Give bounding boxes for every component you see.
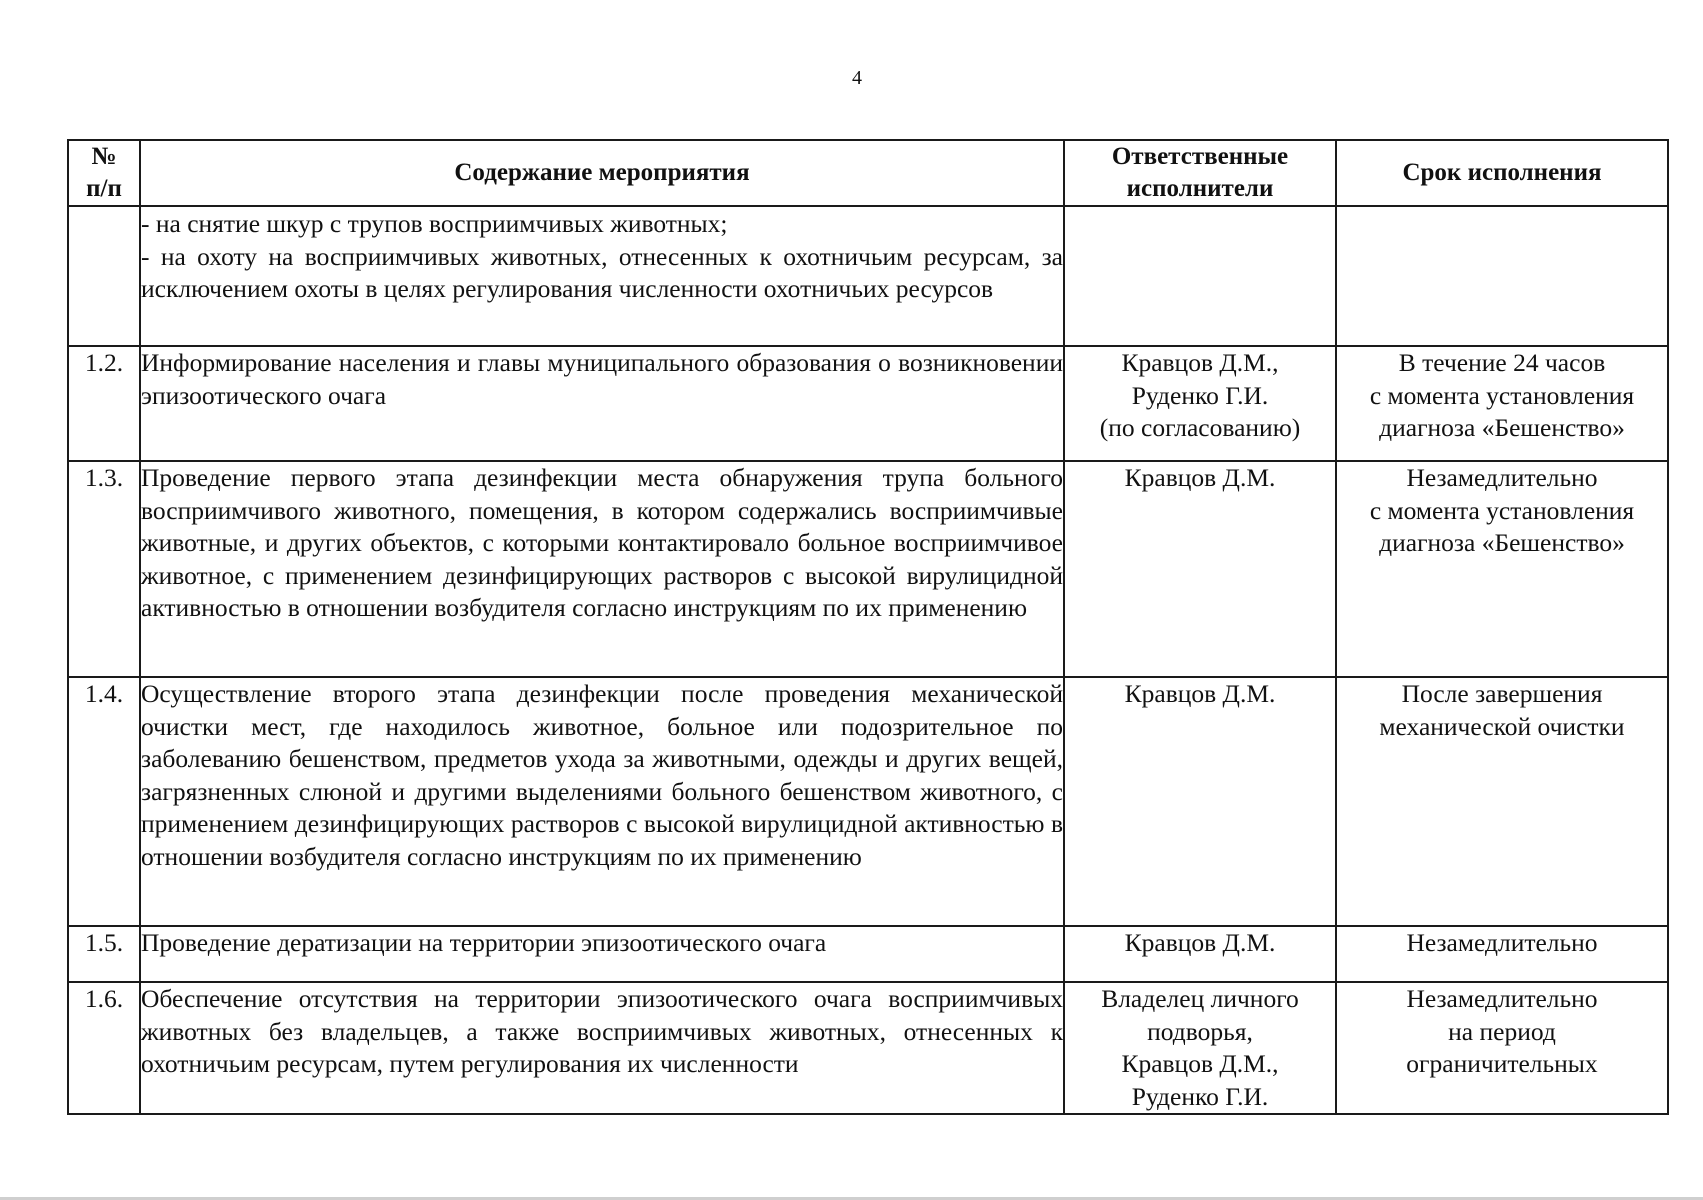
header-term: Срок исполнения [1336,140,1668,206]
row-term: Незамедлительно [1336,926,1668,982]
measures-table [67,139,1669,1115]
row-term: В течение 24 часов с момента установления диагноза «Бешенство» [1336,346,1668,461]
row-num: 1.6. [68,982,140,1114]
row-term: Незамедлительно с момента установления диагноза «Бешенство» [1336,461,1668,677]
row-responsible: Кравцов Д.М. [1064,677,1336,926]
header-content: Содержание мероприятия [140,140,1064,206]
table-header [68,140,1668,206]
row-responsible: Кравцов Д.М., Руденко Г.И. (по согласованию) [1064,346,1336,461]
content-line-skins: - на снятие шкур с трупов восприимчивых животных; [141,209,728,238]
row-content: Проведение дератизации на территории эпизоотического очага [140,926,1064,982]
row-num: 1.5. [68,926,140,982]
table-row [68,926,1668,982]
row-responsible: Кравцов Д.М. [1064,926,1336,982]
table-row [68,206,1668,346]
content-line-hunting: - на охоту на восприимчивых животных, отнесенных к охотничьим ресурсам, за исключением охоты в целях регулирования численности охотничьих ресурсов [141,241,1063,304]
table-row [68,346,1668,461]
header-num: № п/п [68,140,140,206]
row-content: Обеспечение отсутствия на территории эпизоотического очага восприимчивых животных без владельцев, а также восприимчивых животных, отнесенных к охотничьим ресурсам, путем регулирования их численности [140,982,1064,1114]
table-row [68,982,1668,1114]
header-responsible: Ответственные исполнители [1064,140,1336,206]
row-num: 1.4. [68,677,140,926]
row-responsible [1064,206,1336,346]
row-num: 1.2. [68,346,140,461]
row-content [140,206,1064,346]
row-term [1336,206,1668,346]
row-responsible: Кравцов Д.М. [1064,461,1336,677]
row-content: Проведение первого этапа дезинфекции места обнаружения трупа больного восприимчивого животного, помещения, в котором содержались восприимчивые животные, и других объектов, с которыми контактировало больное восприимчивое животное, с применением дезинфицирующих растворов с высокой вирулицидной активностью в отношении возбудителя согласно инструкциям по их применению [140,461,1064,677]
row-term: После завершения механической очистки [1336,677,1668,926]
row-num [68,206,140,346]
table-row [68,461,1668,677]
table-row [68,677,1668,926]
row-content: Информирование населения и главы муниципального образования о возникновении эпизоотического очага [140,346,1064,461]
page-number: 4 [852,67,862,89]
row-responsible: Владелец личного подворья, Кравцов Д.М., Руденко Г.И. [1064,982,1336,1114]
row-content: Осуществление второго этапа дезинфекции после проведения механической очистки мест, где находилось животное, больное или подозрительное по заболеванию бешенством, предметов ухода за животными, одежды и других вещей, загрязненных слюной и другими выделениями больного бешенством животного, с применением дезинфицирующих растворов с высокой вирулицидной активностью в отношении возбудителя согласно инструкциям по их применению [140,677,1064,926]
table-body [68,206,1668,1114]
row-term: Незамедлительно на период ограничительных [1336,982,1668,1114]
row-num: 1.3. [68,461,140,677]
